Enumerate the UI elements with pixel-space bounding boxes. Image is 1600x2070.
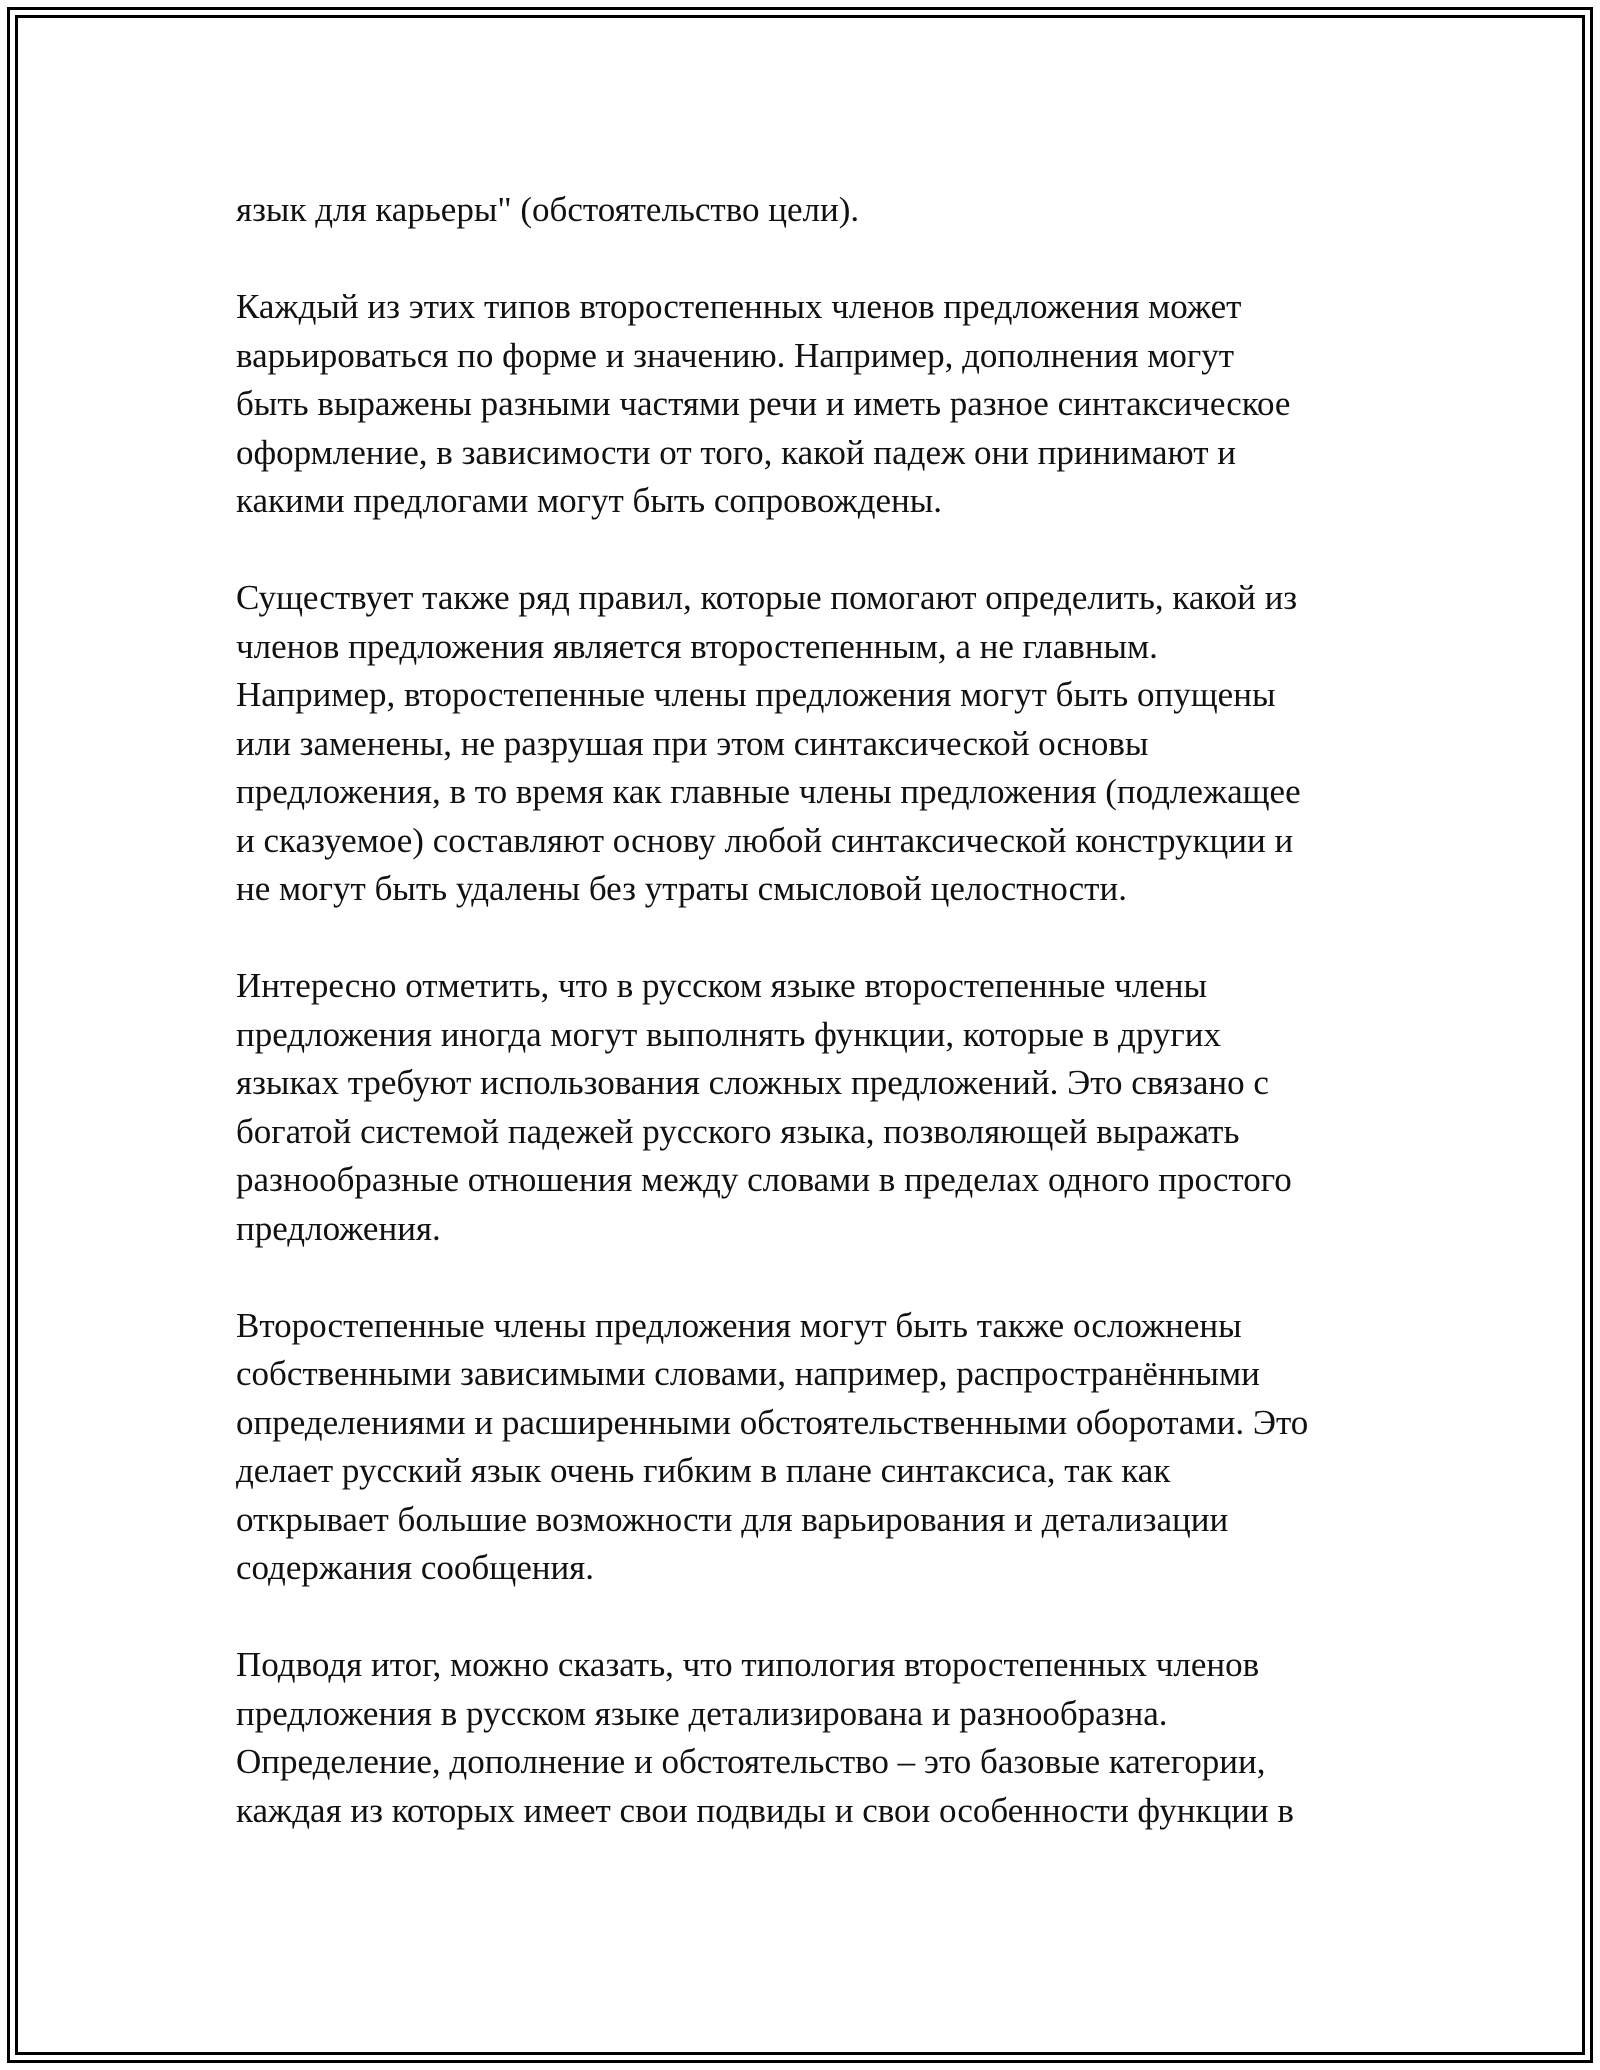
paragraph bbox=[236, 1641, 1366, 1835]
text-line: язык для карьеры" (обстоятельство цели). bbox=[236, 190, 860, 229]
paragraph bbox=[236, 186, 1366, 235]
text-line: определениями и расширенными обстоятельственными оборотами. Это bbox=[236, 1402, 1309, 1442]
text-line: языках требуют использования сложных предложений. Это связано с bbox=[236, 1063, 1269, 1102]
paragraph-gap bbox=[236, 1253, 1366, 1302]
paragraph bbox=[236, 283, 1366, 526]
paragraph-gap bbox=[236, 526, 1366, 575]
text-line: и сказуемое) составляют основу любой синтаксической конструкции и bbox=[236, 820, 1294, 860]
text-line: предложения иногда могут выполнять функции, которые в других bbox=[236, 1014, 1221, 1054]
text-line: Второстепенные члены предложения могут быть также осложнены bbox=[236, 1305, 1242, 1345]
text-line: Каждый из этих типов второстепенных членов предложения может bbox=[236, 287, 1242, 326]
text-line: не могут быть удалены без утраты смысловой целостности. bbox=[236, 869, 1127, 908]
paragraph bbox=[236, 574, 1366, 914]
text-line: открывает большие возможности для варьирования и детализации bbox=[236, 1499, 1229, 1539]
paragraph bbox=[236, 1302, 1366, 1593]
text-line: собственными зависимыми словами, например, распространёнными bbox=[236, 1354, 1260, 1393]
text-line: каждая из которых имеет свои подвиды и свои особенности функции в bbox=[236, 1790, 1294, 1830]
document-body bbox=[236, 186, 1366, 1835]
paragraph bbox=[236, 962, 1366, 1253]
text-line: богатой системой падежей русского языка, позволяющей выражать bbox=[236, 1111, 1240, 1151]
text-line: или заменены, не разрушая при этом синтаксической основы bbox=[236, 723, 1149, 763]
paragraph-gap bbox=[236, 914, 1366, 963]
text-line: Определение, дополнение и обстоятельство – это базовые категории, bbox=[236, 1742, 1266, 1781]
text-line: членов предложения является второстепенным, а не главным. bbox=[236, 626, 1158, 666]
text-line: Существует также ряд правил, которые помогают определить, какой из bbox=[236, 578, 1298, 617]
text-line: Например, второстепенные члены предложения могут быть опущены bbox=[236, 675, 1276, 714]
text-line: предложения, в то время как главные члены предложения (подлежащее bbox=[236, 772, 1301, 811]
paragraph-gap bbox=[236, 235, 1366, 284]
text-line: содержания сообщения. bbox=[236, 1548, 595, 1587]
text-line: варьироваться по форме и значению. Например, дополнения могут bbox=[236, 335, 1235, 375]
paragraph-gap bbox=[236, 1593, 1366, 1642]
text-line: какими предлогами могут быть сопровождены. bbox=[236, 481, 943, 520]
text-line: Интересно отметить, что в русском языке второстепенные члены bbox=[236, 966, 1208, 1005]
text-line: предложения. bbox=[236, 1208, 441, 1248]
text-line: делает русский язык очень гибким в плане синтаксиса, так как bbox=[236, 1451, 1171, 1490]
text-line: оформление, в зависимости от того, какой падеж они принимают и bbox=[236, 432, 1236, 472]
text-line: быть выражены разными частями речи и иметь разное синтаксическое bbox=[236, 384, 1291, 423]
text-line: Подводя итог, можно сказать, что типология второстепенных членов bbox=[236, 1645, 1260, 1684]
text-line: разнообразные отношения между словами в пределах одного простого bbox=[236, 1160, 1292, 1199]
text-line: предложения в русском языке детализирована и разнообразна. bbox=[236, 1693, 1168, 1733]
